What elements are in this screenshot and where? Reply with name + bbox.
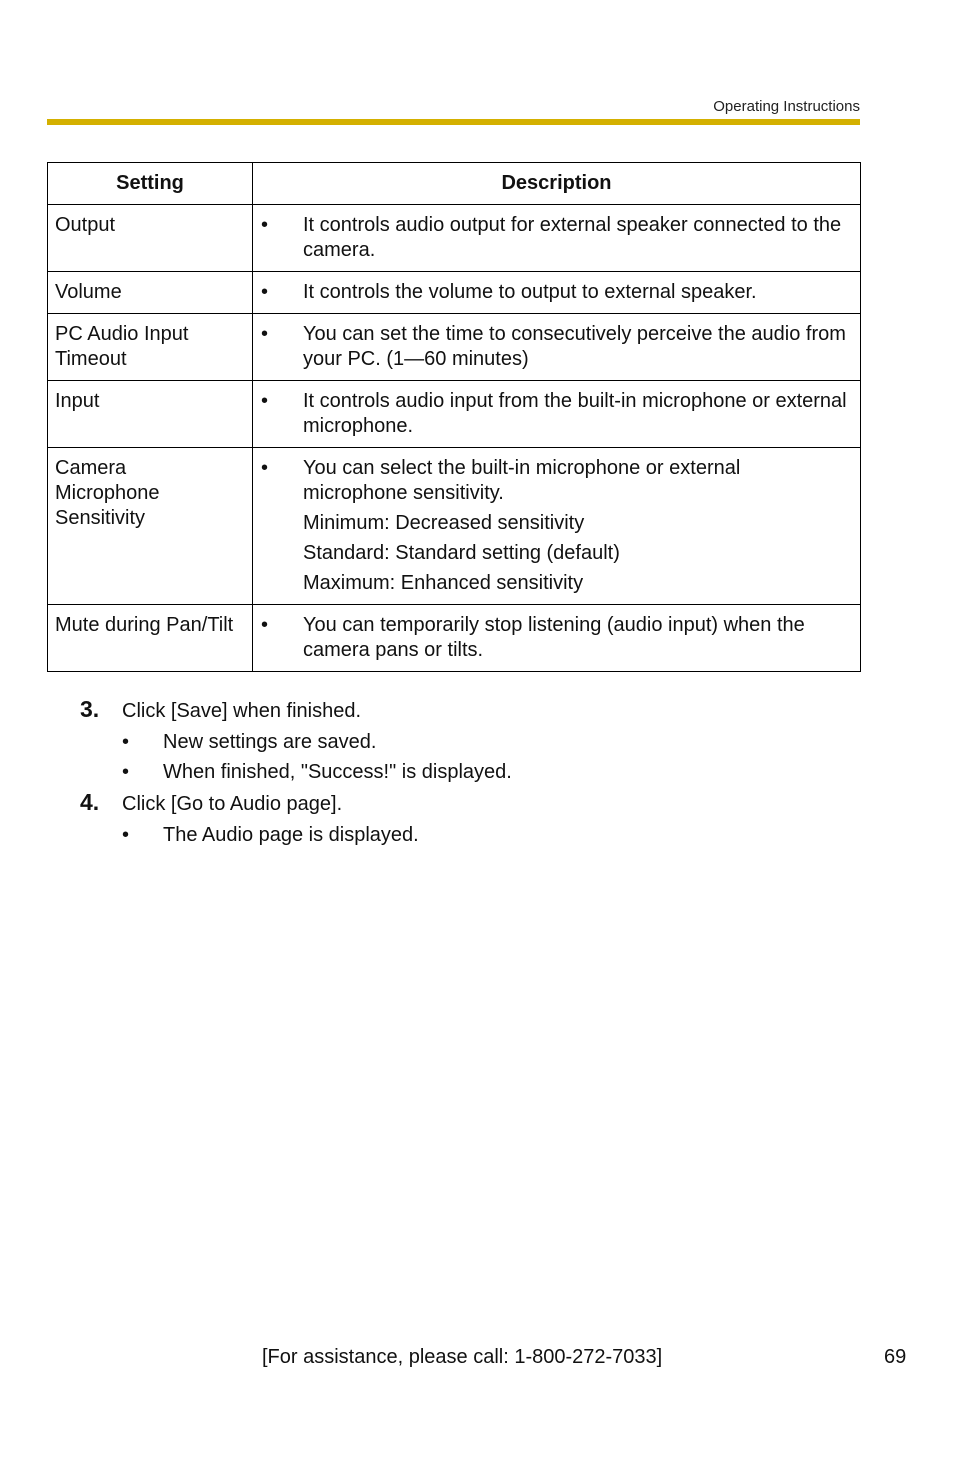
setting-description: [253, 272, 861, 314]
list-item: [122, 730, 512, 755]
setting-name: Camera Microphone Sensitivity: [48, 448, 253, 605]
step-3: [80, 697, 512, 724]
table-row: [48, 205, 861, 272]
step-bullet-text: When finished, "Success!" is displayed.: [163, 761, 512, 783]
bullet-glyph: •: [261, 323, 269, 345]
description-text: It controls audio input from the built-in microphone or external microphone.: [303, 390, 847, 437]
bullet-glyph: •: [261, 281, 269, 303]
table-row: [48, 381, 861, 448]
running-header: Operating Instructions: [713, 98, 860, 115]
step-text: Click [Save] when finished.: [122, 700, 362, 722]
sensitivity-option-standard: Standard: Standard setting (default): [303, 542, 620, 564]
bullet-glyph: •: [261, 614, 269, 636]
setting-description: [253, 448, 861, 605]
description-text: It controls the volume to output to external speaker.: [303, 281, 757, 303]
step-list: [80, 697, 512, 853]
header-rule: [47, 119, 860, 125]
table-row: [48, 448, 861, 605]
step-number: 3.: [80, 696, 100, 722]
description-text: You can select the built-in microphone or external microphone sensitivity.: [303, 457, 741, 504]
setting-name: PC Audio Input Timeout: [48, 314, 253, 381]
list-item: [122, 823, 512, 848]
setting-description: [253, 205, 861, 272]
sensitivity-option-maximum: Maximum: Enhanced sensitivity: [303, 572, 584, 594]
setting-name: Output: [48, 205, 253, 272]
bullet-glyph: •: [122, 731, 130, 753]
settings-table: [47, 162, 861, 672]
step-bullet-text: New settings are saved.: [163, 731, 377, 753]
table-row: [48, 272, 861, 314]
bullet-glyph: •: [261, 457, 269, 479]
setting-description: [253, 314, 861, 381]
column-header-description: Description: [253, 163, 861, 205]
description-text: It controls audio output for external speaker connected to the camera.: [303, 214, 842, 261]
setting-name: Mute during Pan/Tilt: [48, 605, 253, 672]
description-text: You can set the time to consecutively perceive the audio from your PC. (1—60 minutes): [303, 323, 846, 370]
bullet-glyph: •: [261, 214, 269, 236]
step-bullet-text: The Audio page is displayed.: [163, 824, 419, 846]
setting-name: Volume: [48, 272, 253, 314]
bullet-glyph: •: [261, 390, 269, 412]
list-item: [122, 760, 512, 785]
step-text: Click [Go to Audio page].: [122, 793, 343, 815]
column-header-setting: Setting: [48, 163, 253, 205]
setting-description: [253, 381, 861, 448]
setting-description: [253, 605, 861, 672]
sensitivity-option-minimum: Minimum: Decreased sensitivity: [303, 512, 585, 534]
step-number: 4.: [80, 789, 100, 815]
table-header-row: [48, 163, 861, 205]
bullet-glyph: •: [122, 761, 130, 783]
assistance-footer: [For assistance, please call: 1-800-272-7033]: [262, 1346, 663, 1368]
table-row: [48, 605, 861, 672]
setting-name: Input: [48, 381, 253, 448]
description-text: You can temporarily stop listening (audio input) when the camera pans or tilts.: [303, 614, 805, 661]
page-number: 69: [884, 1346, 907, 1368]
step-4: [80, 790, 512, 817]
table-row: [48, 314, 861, 381]
bullet-glyph: •: [122, 824, 130, 846]
